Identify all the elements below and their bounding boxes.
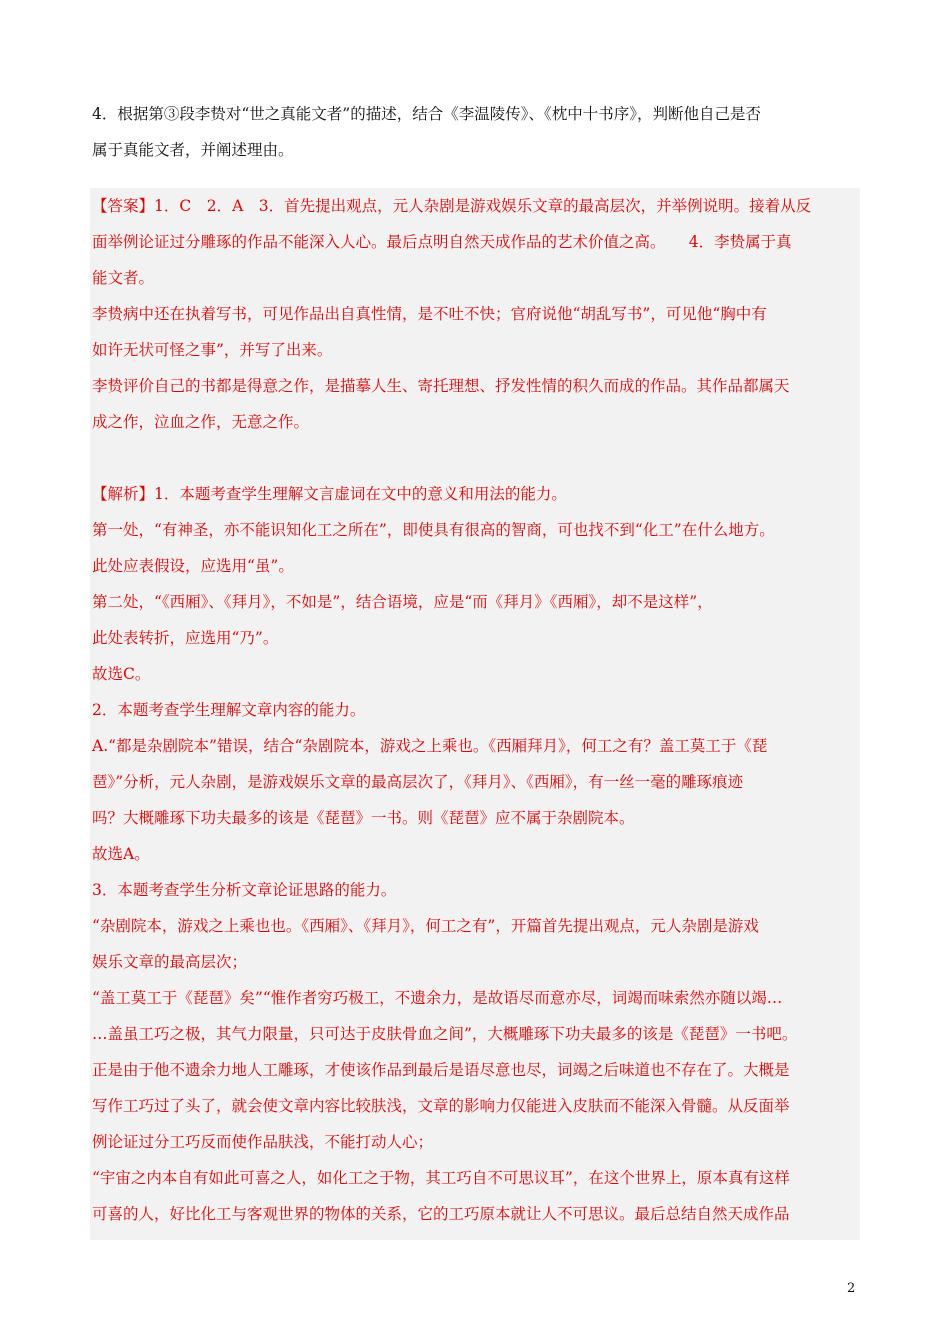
analysis-line: 此处表转折，应选用“乃”。: [92, 629, 279, 647]
answer-line: 成之作，泣血之作，无意之作。: [92, 413, 310, 431]
analysis-line: 故选C。: [92, 665, 151, 683]
analysis-line: 琶》”分析，元人杂剧，是游戏娱乐文章的最高层次了，《拜月》、《西厢》，有一丝一毫的雕琢痕迹: [92, 773, 744, 791]
page-number: 2: [847, 1281, 856, 1296]
analysis-line: 吗？大概雕琢下功夫最多的该是《琵琶》一书。则《琵琶》应不属于杂剧院本。: [92, 809, 635, 827]
analysis-line: 此处应表假设，应选用“虽”。: [92, 557, 294, 575]
analysis-line: “宇宙之内本自有如此可喜之人，如化工之于物，其工巧自不可思议耳”，在这个世界上，原本真有这样: [92, 1169, 790, 1187]
analysis-line: “盖工莫工于《琵琶》矣”“惟作者穷巧极工，不遗余力，是故语尽而意亦尽，词竭而味索然亦随以竭…: [92, 989, 783, 1007]
analysis-line: 【解析】1．本题考查学生理解文言虚词在文中的意义和用法的能力。: [92, 485, 567, 503]
analysis-line: 娱乐文章的最高层次；: [92, 953, 248, 971]
answer-block: [90, 188, 860, 1240]
question-line: 属于真能文者，并阐述理由。: [92, 141, 294, 159]
analysis-line: 正是由于他不遗余力地人工雕琢，才使该作品到最后是语尽意也尽，词竭之后味道也不存在了。大概是: [92, 1061, 790, 1079]
answer-line: 如许无状可怪之事”，并写了出来。: [92, 341, 333, 359]
analysis-line: A.“都是杂剧院本”错误，结合“杂剧院本，游戏之上乘也。《西厢拜月》，何工之有？盖工莫工于《琵: [92, 737, 768, 755]
analysis-line: 写作工巧过了头了，就会使文章内容比较肤浅，文章的影响力仅能进入皮肤而不能深入骨髓。从反面举: [92, 1097, 790, 1115]
question-4: [92, 96, 860, 168]
analysis-line: 故选A。: [92, 845, 150, 863]
answer-line: 李贽评价自己的书都是得意之作，是描摹人生、寄托理想、抒发性情的积久而成的作品。其作品都属天: [92, 377, 790, 395]
analysis-label: 【解析】: [92, 485, 155, 503]
question-line: 4．根据第③段李贽对“世之真能文者”的描述，结合《李温陵传》、《枕中十书序》，判断他自己是否: [92, 105, 761, 123]
answer-line: 李贽病中还在执着写书，可见作品出自真性情，是不吐不快；官府说他“胡乱写书”，可见他“胸中有: [92, 305, 767, 323]
analysis-line: 可喜的人，好比化工与客观世界的物体的关系，它的工巧原本就让人不可思议。最后总结自然天成作品: [92, 1205, 790, 1223]
answer-line: 面举例论证过分雕琢的作品不能深入人心。最后点明自然天成作品的艺术价值之高。 4．李贽属于真: [92, 233, 792, 251]
analysis-line: 第一处，“有神圣，亦不能识知化工之所在”，即使具有很高的智商，可也找不到“化工”在什么地方。: [92, 521, 775, 539]
answer-line: 【答案】1．C 2．A 3．首先提出观点，元人杂剧是游戏娱乐文章的最高层次，并举例说明。接着从反: [92, 197, 812, 215]
analysis-line: 2．本题考查学生理解文章内容的能力。: [92, 701, 366, 719]
analysis-line: 例论证过分工巧反而使作品肤浅，不能打动人心；: [92, 1133, 434, 1151]
answer-label: 【答案】: [92, 197, 155, 215]
analysis-line: “杂剧院本，游戏之上乘也也。《西厢》、《拜月》，何工之有”，开篇首先提出观点，元人杂剧是游戏: [92, 917, 759, 935]
answer-line: 能文者。: [92, 269, 155, 287]
analysis-line: 3．本题考查学生分析文章论证思路的能力。: [92, 881, 397, 899]
analysis-line: 第二处，“《西厢》、《拜月》，不如是”，结合语境，应是“而《拜月》《西厢》，却不是这样”，: [92, 593, 713, 611]
analysis-line: …盖虽工巧之极，其气力限量，只可达于皮肤骨血之间”，大概雕琢下功夫最多的该是《琵琶》一书吧。: [92, 1025, 798, 1043]
